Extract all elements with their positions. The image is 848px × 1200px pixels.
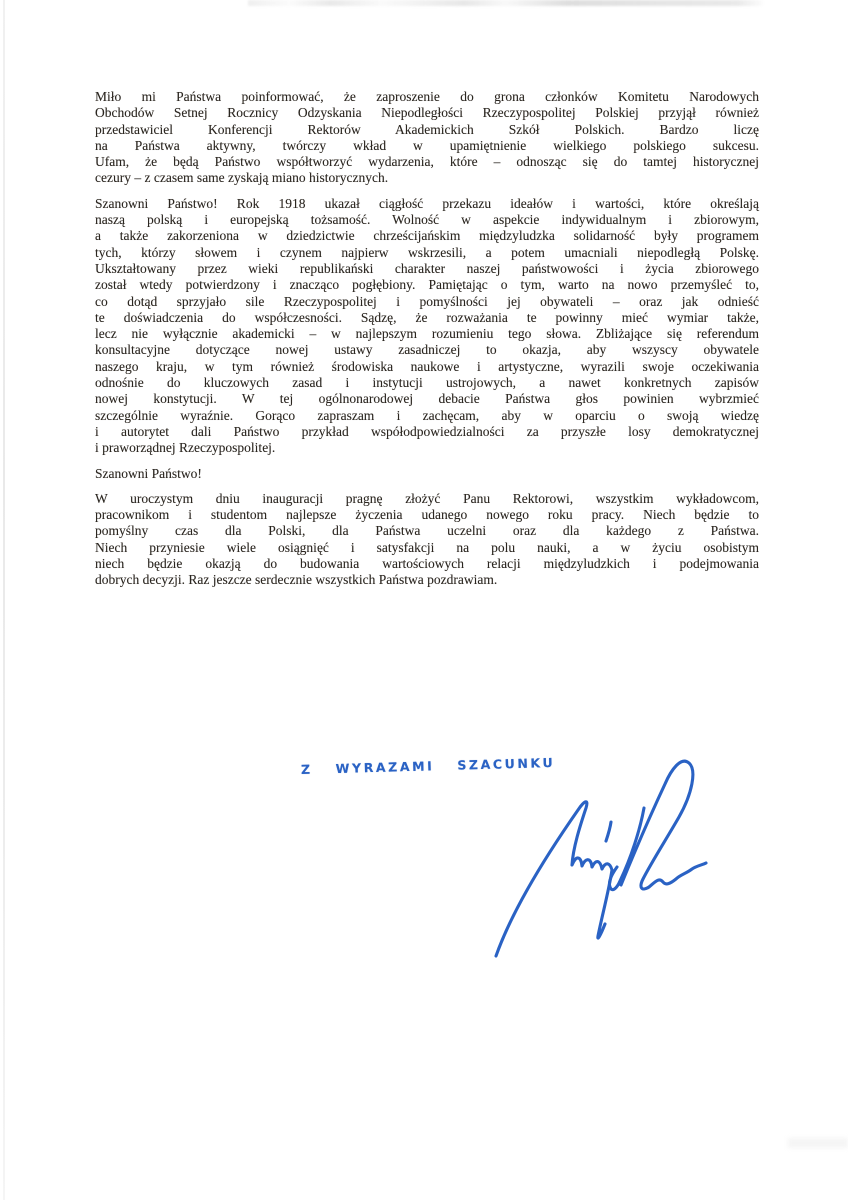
paragraph <box>95 196 759 457</box>
text-line: został wtedy potwierdzony i znacząco pogłębiony. Pamiętając o tym, warto na nowo przemyśleć to, <box>95 277 759 293</box>
scan-artifact-top-smudge <box>248 0 763 6</box>
text-line: przedstawiciel Konferencji Rektorów Akademickich Szkół Polskich. Bardzo liczę <box>95 121 759 137</box>
paragraph <box>95 466 759 482</box>
text-line: Niech przyniesie wiele osiągnięć i satysfakcji na polu nauki, a w życiu osobistym <box>95 539 759 555</box>
signature-stroke-main <box>496 802 612 956</box>
scan-artifact-bottom-smudge <box>788 1138 848 1148</box>
text-line: W uroczystym dniu inauguracji pragnę złożyć Panu Rektorowi, wszystkim wykładowcom, <box>95 490 759 506</box>
text-line: cezury – z czasem same zyskają miano historycznych. <box>95 170 389 186</box>
text-line: Szanowni Państwo! Rok 1918 ukazał ciągłość przekazu ideałów i wartości, które określają <box>95 195 759 211</box>
text-line: niech będzie okazją do budowania wartościowych relacji międzyludzkich i podejmowania <box>95 556 759 572</box>
text-line: Ufam, że będą Państwo współtworzyć wydarzenia, które – odnosząc się do tamtej historycznej <box>95 154 759 170</box>
paragraph <box>95 491 759 589</box>
letter-body <box>95 89 759 598</box>
text-line: tych, którzy słowem i czynem najpierw wskrzesili, a potem umacniali niepodległą Polskę. <box>95 244 759 260</box>
text-line: i autorytet dali Państwo przykład współodpowiedzialności za przyszłe losy demokratycznej <box>95 423 759 439</box>
text-line: naszą polską i europejską tożsamość. Wolność w aspekcie indywidualnym i zbiorowym, <box>95 212 759 228</box>
text-line: a także zakorzeniona w dziedzictwie chrześcijańskim międzyludzka solidarność były programem <box>95 228 759 244</box>
text-line: konsultacyjne dotyczące nowej ustawy zasadniczej to okazja, aby wszyscy obywatele <box>95 342 759 358</box>
text-line: Obchodów Setnej Rocznicy Odzyskania Niepodległości Rzeczypospolitej Polskiej przyjął również <box>95 105 759 121</box>
signature-autograph-icon <box>468 748 733 978</box>
text-line: pracownikom i studentom najlepsze życzenia udanego nowego roku pracy. Niech będzie to <box>95 507 759 523</box>
handwritten-closing: Z WYRAZAMI SZACUNKU <box>300 754 556 778</box>
scan-artifact-left-edge <box>3 0 5 1200</box>
text-line: dobrych decyzji. Raz jeszcze serdecznie wszystkich Państwa pozdrawiam. <box>95 572 498 588</box>
text-line: co dotąd sprzyjało sile Rzeczypospolitej i pomyślności jej obywateli – oraz jak odnieść <box>95 293 759 309</box>
text-line: na Państwa aktywny, twórczy wkład w upamiętnienie wielkiego polskiego sukcesu. <box>95 137 759 153</box>
text-line: Szanowni Państwo! <box>95 465 202 481</box>
text-line: i praworządnej Rzeczypospolitej. <box>95 440 276 456</box>
text-line: Miło mi Państwa poinformować, że zaproszenie do grona członków Komitetu Narodowych <box>95 89 759 104</box>
text-line: odnośnie do kluczowych zasad i instytucji ustrojowych, a nawet konkretnych zapisów <box>95 375 759 391</box>
signature-stroke-stem <box>609 808 644 890</box>
text-line: lecz nie wyłącznie akademicki – w najlepszym rozumieniu tego słowa. Zbliżające się referendum <box>95 326 759 342</box>
text-line: nowej konstytucji. W tej ogólnonarodowej debacie Państwa głos powinien wybrzmieć <box>95 391 759 407</box>
text-line: te doświadczenia do współczesności. Sądzę, że rozważania te powinny mieć wymiar także, <box>95 309 759 325</box>
signature-stroke-tick <box>606 822 611 841</box>
signature-stroke-loop <box>621 761 706 889</box>
text-line: szczególnie wyraźnie. Gorąco zapraszam i zachęcam, aby w oparciu o swoją wiedzę <box>95 407 759 423</box>
text-line: Ukształtowany przez wieki republikański charakter naszej państwowości i życia zbiorowego <box>95 260 759 276</box>
text-line: pomyślny czas dla Polski, dla Państwa uczelni oraz dla każdego z Państwa. <box>95 523 759 539</box>
text-line: naszego kraju, w tym również środowiska naukowe i artystyczne, wyrazili swoje oczekiwania <box>95 358 759 374</box>
paragraph <box>95 89 759 187</box>
